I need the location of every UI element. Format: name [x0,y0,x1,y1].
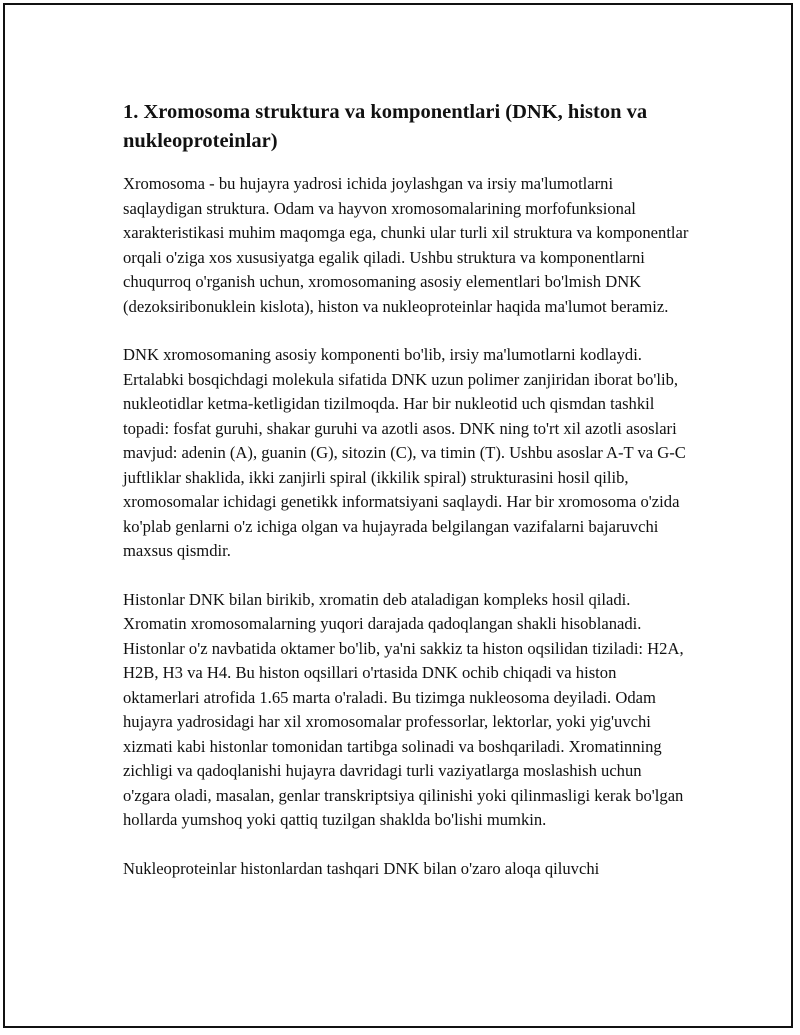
section-heading: 1. Xromosoma struktura va komponentlari (DNK, histon va nukleoproteinlar) [123,101,648,152]
page-frame [3,3,793,1028]
paragraph-dna: DNK xromosomaning asosiy komponenti bo'lib, irsiy ma'lumotlarni kodlaydi. Ertalabki bosqichdagi molekula sifatida DNK uzun polimer zanjiridan iborat bo'lib, nukleotidlar ketma-ketligidan tizilmoqda. Har bir nukleotid uch qismdan tashkil topadi: fosfat guruhi, shakar guruhi va azotli asos. DNK ning to'rt xil azotli asoslari mavjud: adenin (A), guanin (G), sitozin (C), va timin (T). Ushbu asoslar A-T va G-C juftliklar shaklida, ikki zanjirli spiral (ikkilik spiral) strukturasini hosil qilib, xromosomalar ichidagi genetikk informatsiyani saqlaydi. Har bir xromosoma o'zida ko'plab genlarni o'z ichiga olgan va hujayrada belgilangan vazifalarni bajaruvchi maxsus qismdir. [123,345,686,560]
document-body [123,98,689,881]
paragraph-nucleoproteins: Nukleoproteinlar histonlardan tashqari DNK bilan o'zaro aloqa qiluvchi [123,858,600,878]
paragraph-histones: Histonlar DNK bilan birikib, xromatin deb ataladigan kompleks hosil qiladi. Xromatin xromosomalarning yuqori darajada qadoqlangan shakli hisoblanadi. Histonlar o'z navbatida oktamer bo'lib, ya'ni sakkiz ta histon oqsilidan tiziladi: H2A, H2B, H3 va H4. Bu histon oqsillari o'rtasida DNK ochib chiqadi va histon oktamerlari atrofida 1.65 marta o'raladi. Bu tizimga nukleosoma deyiladi. Odam hujayra yadrosidagi har xil xromosomalar professorlar, lektorlar, yoki yig'uvchi xizmati kabi histonlar tomonidan tartibga solinadi va boshqariladi. Xromatinning zichligi va qadoqlanishi hujayra davridagi turli vaziyatlarga moslashish uchun o'zgara oladi, masalan, genlar transkriptsiya qilinishi yoki qilinmasligi kerak bo'lgan hollarda yumshoq yoki qattiq tuzilgan shaklda bo'lishi mumkin. [123,589,684,829]
paragraph-intro: Xromosoma - bu hujayra yadrosi ichida joylashgan va irsiy ma'lumotlarni saqlaydigan struktura. Odam va hayvon xromosomalarining morfofunksional xarakteristikasi muhim maqomga ega, chunki ular turli xil struktura va komponentlar orqali o'ziga xos xususiyatga egalik qiladi. Ushbu struktura va komponentlarni chuqurroq o'rganish uchun, xromosomaning asosiy elementlari bo'lmish DNK (dezoksiribonuklein kislota), histon va nukleoproteinlar haqida ma'lumot beramiz. [123,174,689,316]
